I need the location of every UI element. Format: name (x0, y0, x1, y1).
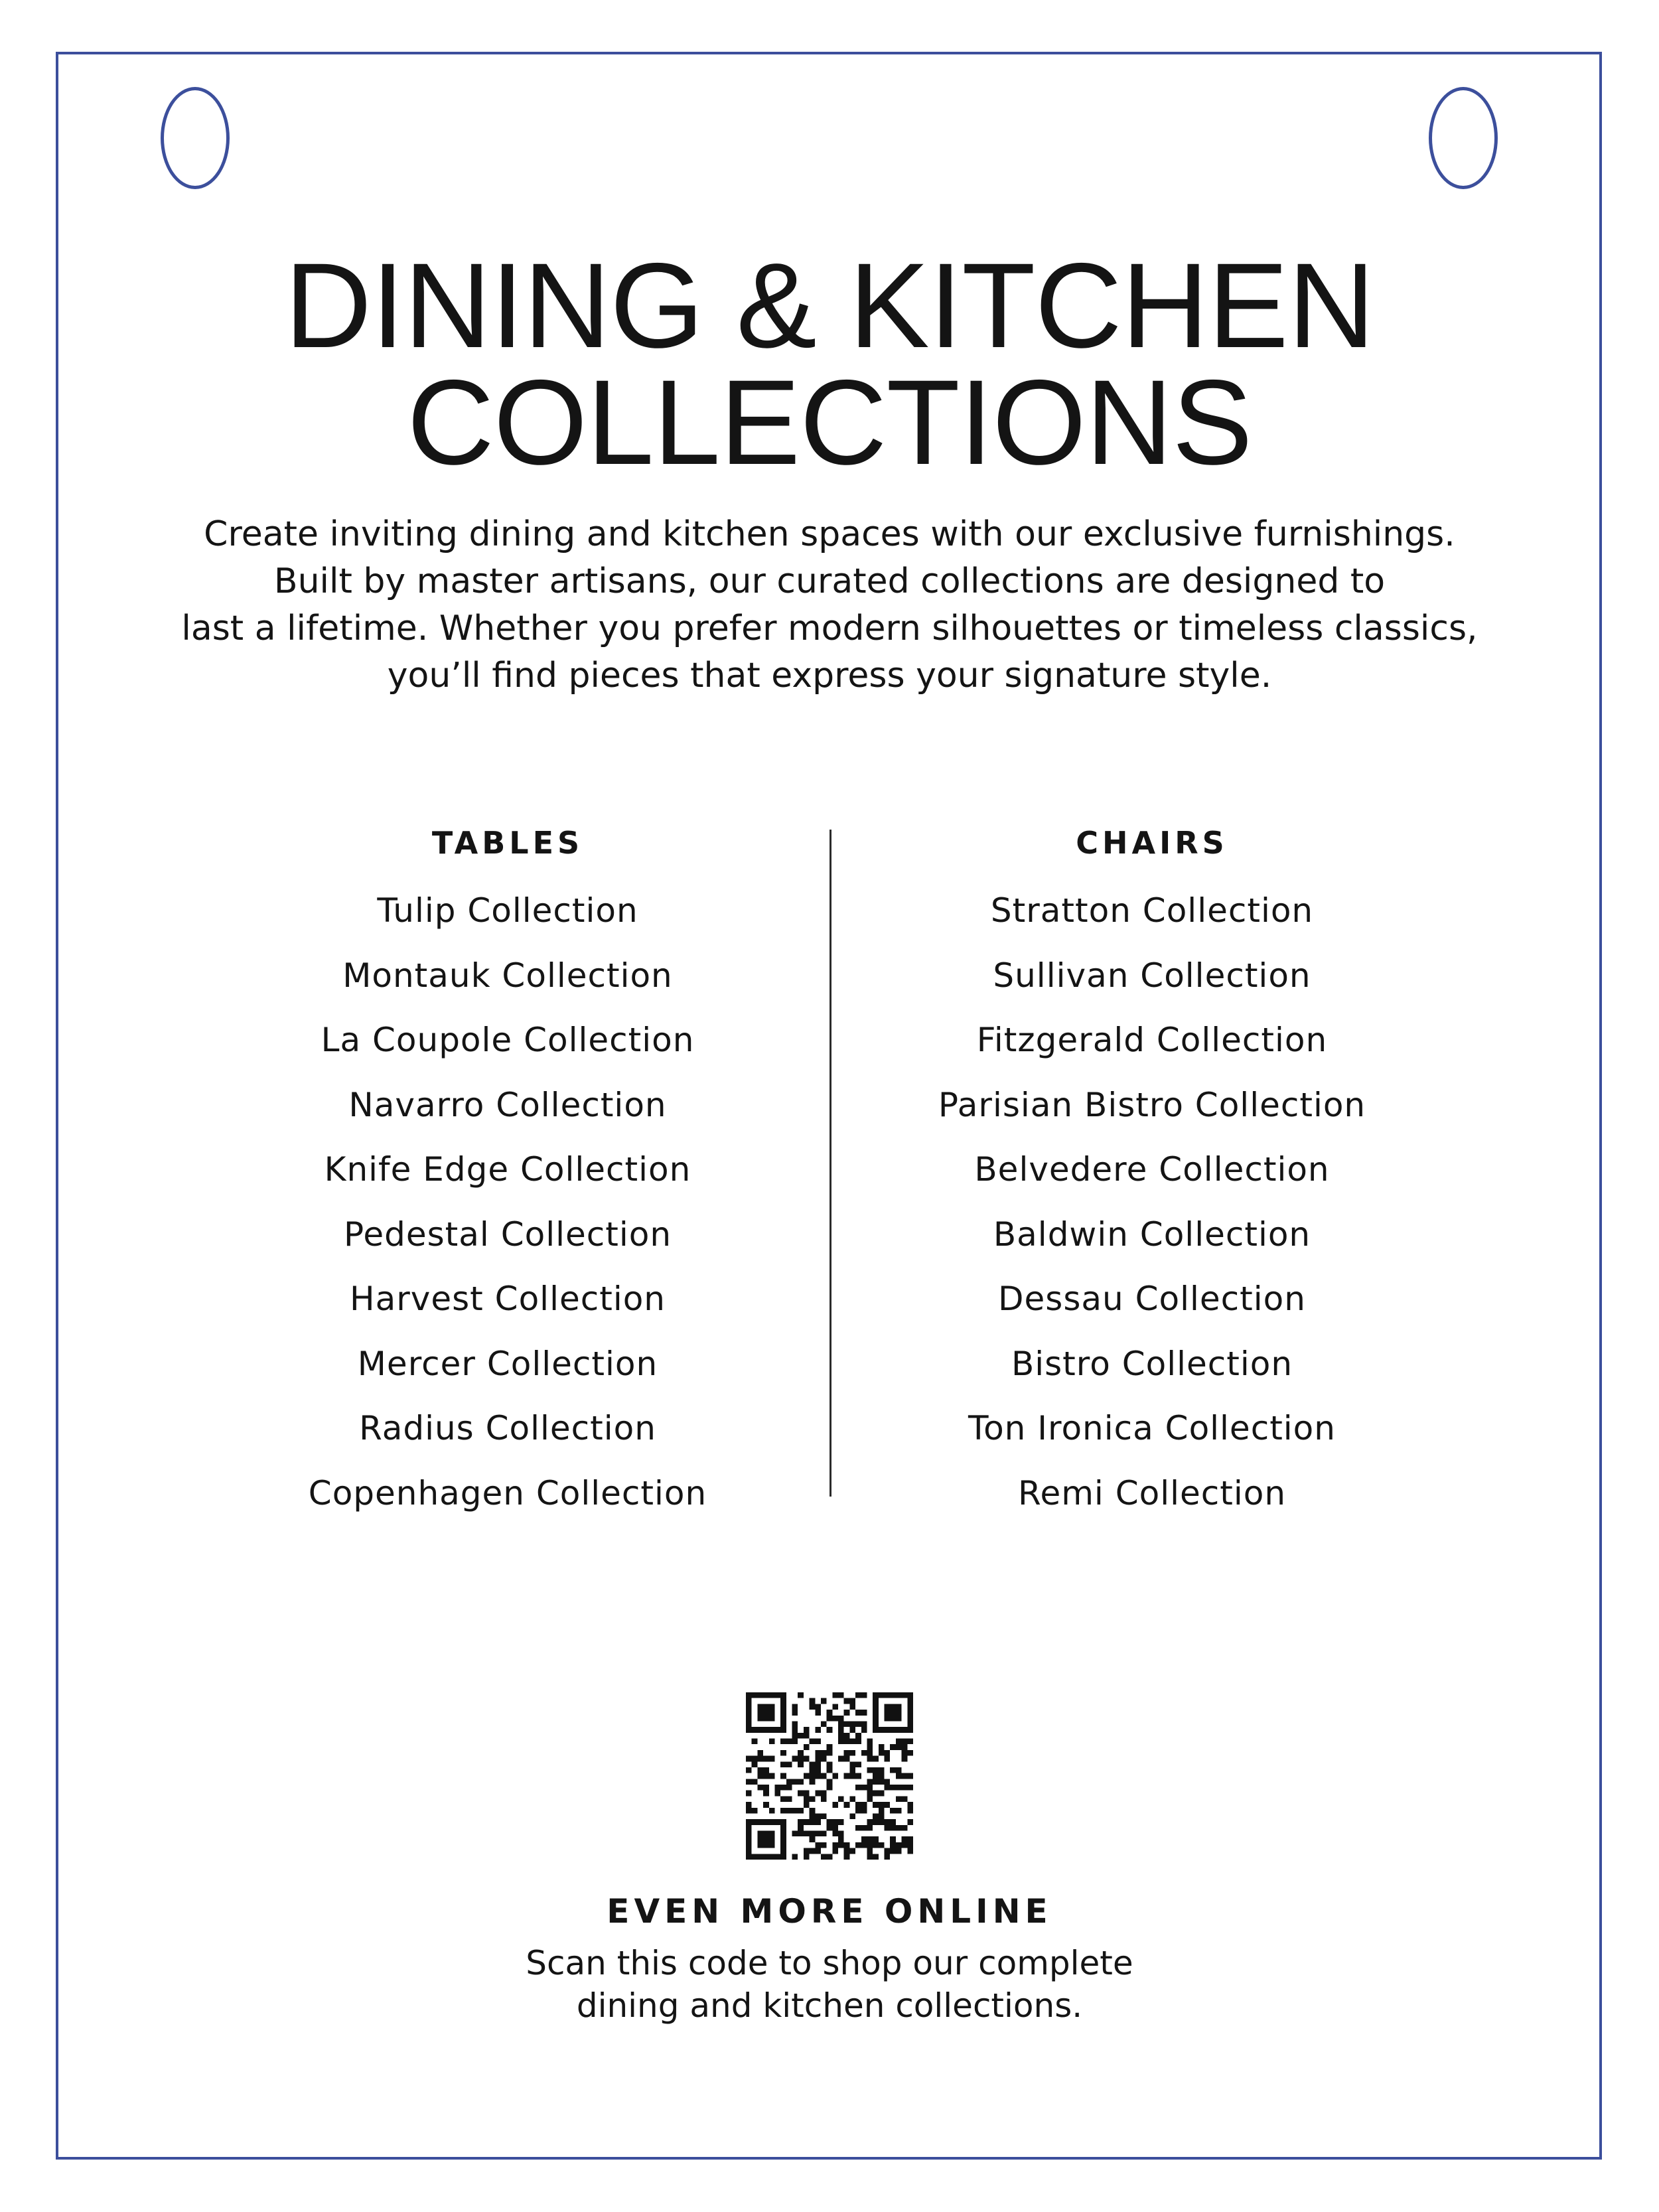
chairs-list (887, 879, 1417, 1526)
table-collection-item: Harvest Collection (349, 1280, 666, 1318)
chair-collection-item: Dessau Collection (998, 1280, 1306, 1318)
table-collection-item: La Coupole Collection (321, 1021, 695, 1059)
title-line: DINING & KITCHEN (284, 238, 1375, 373)
table-collection-item: Tulip Collection (377, 891, 638, 930)
chair-collection-item: Bistro Collection (1011, 1344, 1293, 1383)
intro-line: you’ll find pieces that express your signature style. (387, 656, 1272, 696)
binder-hole-right-icon (1429, 87, 1498, 189)
chair-collection-item: Fitzgerald Collection (976, 1021, 1328, 1059)
online-text-line: Scan this code to shop our complete (526, 1944, 1133, 1982)
chair-collection-item: Ton Ironica Collection (968, 1409, 1336, 1447)
table-collection-item: Pedestal Collection (343, 1215, 672, 1254)
intro-line: last a lifetime. Whether you prefer modern silhouettes or timeless classics, (181, 609, 1478, 648)
chair-collection-item: Parisian Bistro Collection (938, 1085, 1366, 1124)
table-collection-item: Navarro Collection (348, 1085, 667, 1124)
chair-collection-item: Stratton Collection (990, 891, 1314, 930)
tables-heading: TABLES (431, 825, 584, 861)
chair-collection-item: Remi Collection (1017, 1473, 1287, 1512)
chair-collection-item: Sullivan Collection (993, 956, 1311, 995)
page-title (0, 238, 1659, 490)
intro-paragraph (133, 511, 1526, 700)
chairs-heading: CHAIRS (1076, 825, 1228, 861)
table-collection-item: Mercer Collection (357, 1344, 658, 1383)
tables-list (242, 879, 773, 1526)
binder-hole-left-icon (161, 87, 230, 189)
table-collection-item: Copenhagen Collection (308, 1473, 707, 1512)
chair-collection-item: Baldwin Collection (993, 1215, 1311, 1254)
table-collection-item: Knife Edge Collection (324, 1150, 691, 1189)
intro-line: Create inviting dining and kitchen spaces with our exclusive furnishings. (204, 514, 1455, 554)
table-collection-item: Radius Collection (359, 1409, 656, 1447)
chair-collection-item: Belvedere Collection (974, 1150, 1330, 1189)
online-text (0, 1942, 1659, 2027)
column-divider (830, 830, 831, 1497)
online-heading: EVEN MORE ONLINE (607, 1892, 1052, 1931)
chairs-column (887, 822, 1417, 1526)
tables-column (242, 822, 773, 1526)
table-collection-item: Montauk Collection (342, 956, 673, 995)
qr-code-icon[interactable] (746, 1692, 913, 1860)
intro-line: Built by master artisans, our curated collections are designed to (273, 561, 1386, 601)
online-text-line: dining and kitchen collections. (576, 1986, 1083, 2025)
title-line: COLLECTIONS (407, 354, 1252, 490)
